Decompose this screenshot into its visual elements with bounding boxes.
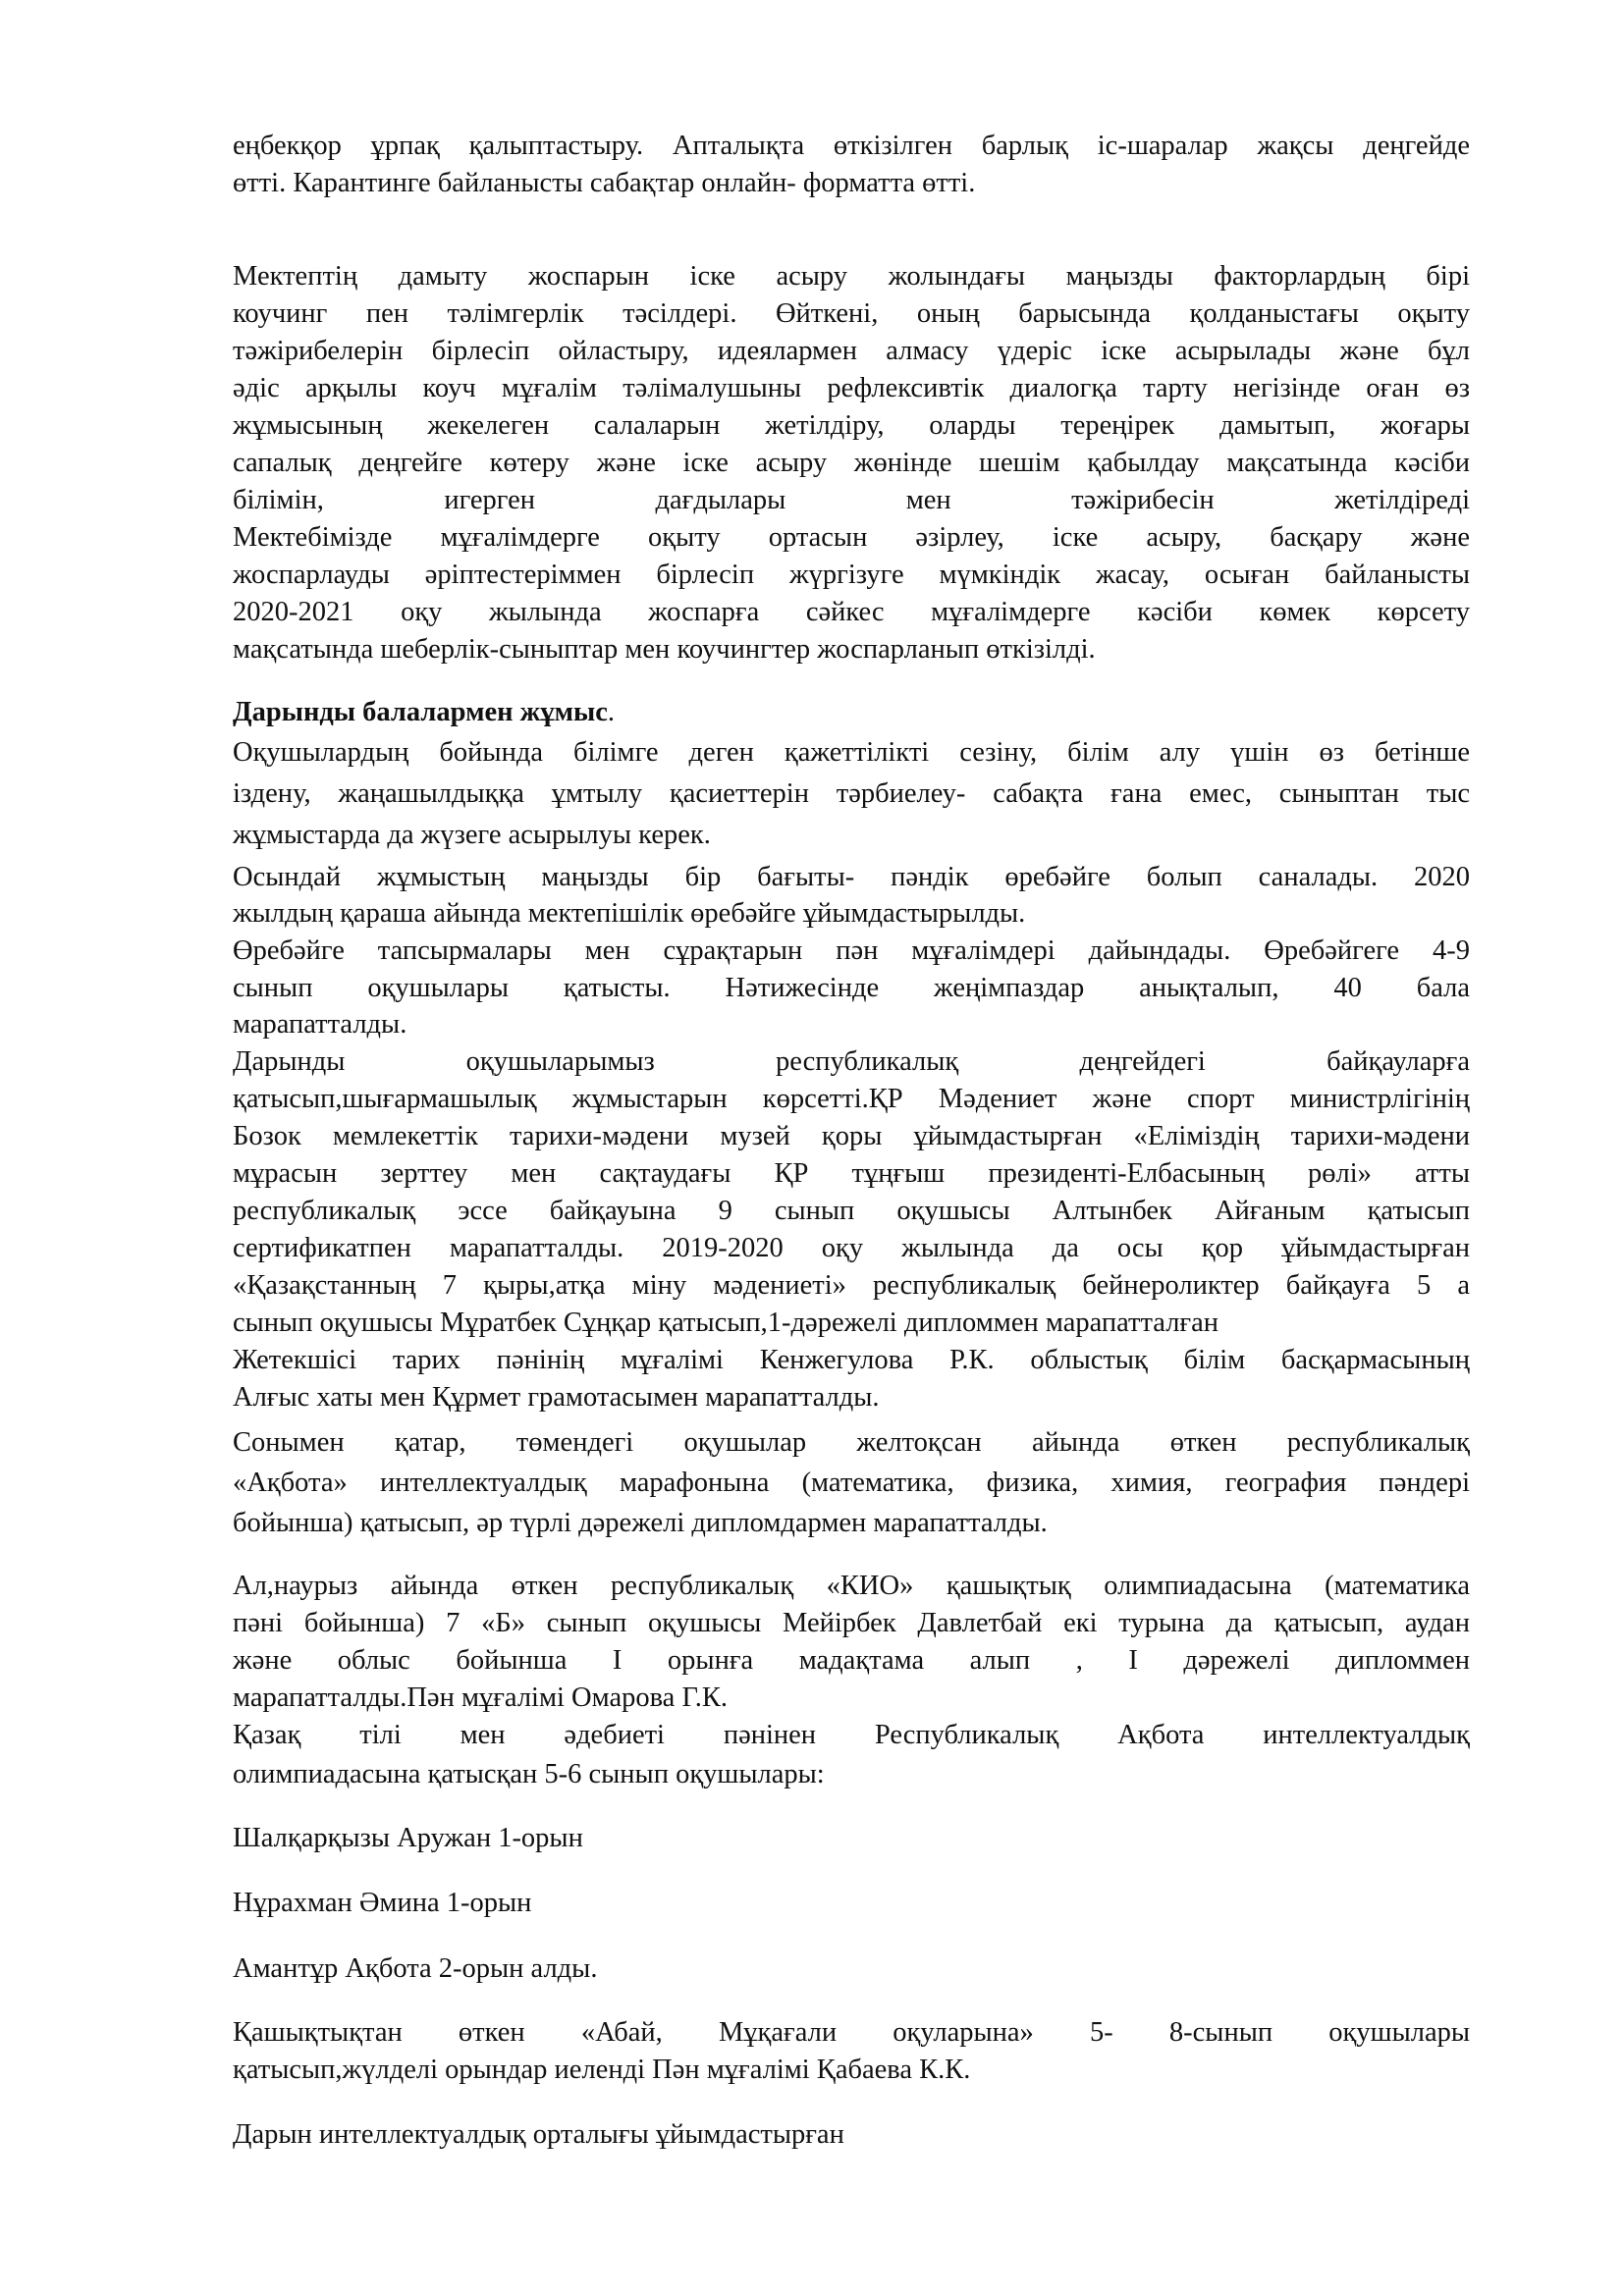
paragraph-1-line: еңбекқор ұрпақ қалыптастыру. Апталықта өткізілген барлық іс-шаралар жақсы деңгейде: [233, 131, 1470, 161]
gifted-line: қатысып,шығармашылық жұмыстарын көрсетті.ҚР Мәдениет және спорт министрлігінің: [233, 1084, 1470, 1114]
kio-line: олимпиадасына қатысқан 5-6 сынып оқушылары:: [233, 1759, 825, 1789]
gifted-line: жұмыстарда да жүзеге асырылуы керек.: [233, 820, 711, 850]
paragraph-2-line: жоспарлауды әріптестеріммен бірлесіп жүргізуге мүмкіндік жасау, осыған байланысты: [233, 560, 1470, 590]
paragraph-2-line: жұмысының жекелеген салаларын жетілдіру, оларды тереңірек дамытып, жоғары: [233, 410, 1470, 441]
daryn-line: Дарын интеллектуалдық орталығы ұйымдастырған: [233, 2119, 844, 2150]
paragraph-2-line: коучинг пен тәлімгерлік тәсілдері. Өйткені, оның барысында қолданыстағы оқыту: [233, 298, 1470, 329]
gifted-line: Өребәйге тапсырмалары мен сұрақтарын пән мұғалімдері дайындады. Өребәйгеге 4-9: [233, 935, 1470, 966]
gifted-line: республикалық эссе байқауына 9 сынып оқушысы Алтынбек Айғаным қатысып: [233, 1196, 1470, 1226]
gifted-line: «Қазақстанның 7 қыры,атқа міну мәдениеті» республикалық бейнероликтер байқауға 5 а: [233, 1270, 1470, 1301]
paragraph-1-line: өтті. Карантинге байланысты сабақтар онлайн- форматта өтті.: [233, 168, 976, 198]
gifted-line: Алғыс хаты мен Құрмет грамотасымен марапатталды.: [233, 1382, 880, 1413]
kio-line: марапатталды.Пән мұғалімі Омарова Г.К.: [233, 1682, 728, 1713]
winner-item: Нұрахман Әмина 1-орын: [233, 1888, 532, 1918]
gifted-line: «Ақбота» интеллектуалдық марафонына (математика, физика, химия, география пәндері: [233, 1468, 1470, 1498]
gifted-line: Дарынды оқушыларымыз республикалық деңгейдегі байқауларға: [233, 1046, 1470, 1077]
winner-item: Амантұр Ақбота 2-орын алды.: [233, 1953, 598, 1984]
gifted-line: Оқушылардың бойында білімге деген қажеттілікті сезіну, білім алу үшін өз бетінше: [233, 737, 1470, 768]
abai-line: қатысып,жүлделі орындар иеленді Пән мұғалімі Қабаева К.К.: [233, 2055, 971, 2085]
gifted-line: мұрасын зерттеу мен сақтаудағы ҚР тұңғыш президенті-Елбасының рөлі» атты: [233, 1158, 1470, 1189]
gifted-line: Бозок мемлекеттік тарихи-мәдени музей қоры ұйымдастырған «Еліміздің тарихи-мәдени: [233, 1121, 1470, 1151]
gifted-line: сынып оқушысы Мұратбек Сұңқар қатысып,1-дәрежелі дипломмен марапатталған: [233, 1308, 1219, 1338]
section-heading-text: Дарынды балалармен жұмыс: [233, 697, 608, 727]
paragraph-2-line: білімін, игерген дағдылары мен тәжірибесін жетілдіреді: [233, 485, 1470, 515]
gifted-line: Жетекшісі тарих пәнінің мұғалімі Кенжегулова Р.К. облыстық білім басқармасының: [233, 1345, 1470, 1375]
paragraph-2-line: тәжірибелерін бірлесіп ойластыру, идеялармен алмасу үдеріс іске асырылады және бұл: [233, 336, 1470, 366]
kio-line: және облыс бойынша I орынға мадақтама алып , I дәрежелі дипломмен: [233, 1645, 1470, 1676]
paragraph-2-line: сапалық деңгейге көтеру және іске асыру жөнінде шешім қабылдау мақсатында кәсіби: [233, 448, 1470, 478]
kio-line: пәні бойынша) 7 «Б» сынып оқушысы Мейірбек Давлетбай екі турына да қатысып, аудан: [233, 1608, 1470, 1638]
section-heading-period: .: [607, 697, 616, 727]
gifted-line: Осындай жұмыстың маңызды бір бағыты- пәндік өребәйге болып саналады. 2020: [233, 862, 1470, 892]
winner-item: Шалқарқызы Аружан 1-орын: [233, 1823, 583, 1853]
section-heading: [233, 695, 1470, 730]
gifted-line: сертификатпен марапатталды. 2019-2020 оқу жылында да осы қор ұйымдастырған: [233, 1233, 1470, 1263]
kio-line: Ал,наурыз айында өткен республикалық «КИО» қашықтық олимпиадасына (математика: [233, 1571, 1470, 1601]
gifted-line: жылдың қараша айында мектепішілік өребәйге ұйымдастырылды.: [233, 898, 1026, 929]
kio-line: Қазақ тілі мен әдебиеті пәнінен Республикалық Ақбота интеллектуалдық: [233, 1720, 1470, 1750]
abai-line: Қашықтықтан өткен «Абай, Мұқағали оқуларына» 5- 8-сынып оқушылары: [233, 2017, 1470, 2048]
paragraph-2-line: Мектебімізде мұғалімдерге оқыту ортасын әзірлеу, іске асыру, басқару және: [233, 522, 1470, 553]
gifted-line: іздену, жаңашылдыққа ұмтылу қасиеттерін тәрбиелеу- сабақта ғана емес, сыныптан тыс: [233, 778, 1470, 809]
gifted-line: бойынша) қатысып, әр түрлі дәрежелі дипломдармен марапатталды.: [233, 1508, 1048, 1538]
gifted-line: марапатталды.: [233, 1009, 407, 1040]
gifted-line: Сонымен қатар, төмендегі оқушылар желтоқсан айында өткен республикалық: [233, 1427, 1470, 1458]
paragraph-2-line: мақсатында шеберлік-сыныптар мен коучингтер жоспарланып өткізілді.: [233, 634, 1096, 665]
paragraph-2-line: әдіс арқылы коуч мұғалім тәлімалушыны рефлексивтік диалогқа тарту негізінде оған өз: [233, 373, 1470, 403]
paragraph-2-line: 2020-2021 оқу жылында жоспарға сәйкес мұғалімдерге кәсіби көмек көрсету: [233, 597, 1470, 627]
gifted-line: сынып оқушылары қатысты. Нәтижесінде жеңімпаздар анықталып, 40 бала: [233, 973, 1470, 1003]
paragraph-2-line: Мектептің дамыту жоспарын іске асыру жолындағы маңызды факторлардың бірі: [233, 261, 1470, 292]
